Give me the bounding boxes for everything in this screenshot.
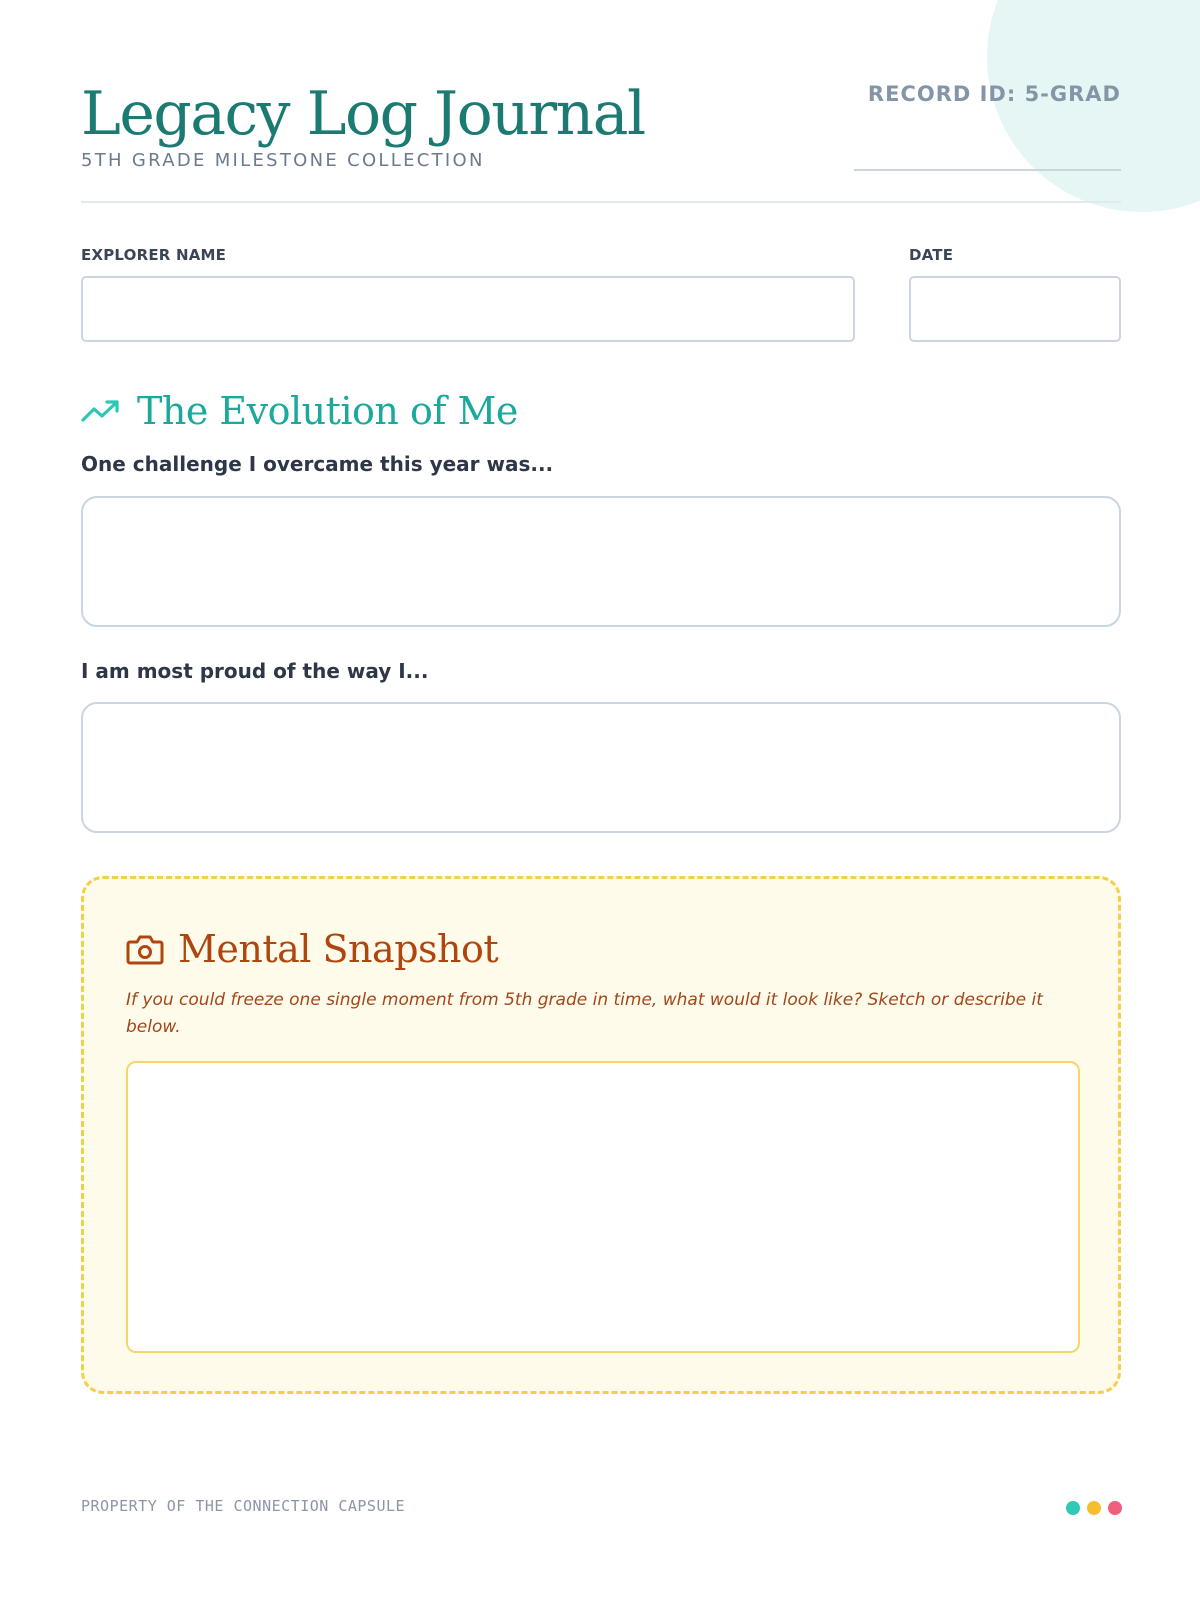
camera-icon <box>126 932 164 966</box>
record-id: RECORD ID: 5-GRAD <box>867 82 1121 106</box>
page-title: Legacy Log Journal <box>81 79 645 149</box>
explorer-name-label: EXPLORER NAME <box>81 246 227 264</box>
record-id-underline <box>854 169 1121 171</box>
explorer-name-field[interactable] <box>81 276 855 342</box>
date-label: DATE <box>909 246 954 264</box>
page-header <box>81 78 1121 203</box>
footer-dot-yellow <box>1087 1501 1101 1515</box>
footer-dots <box>1066 1501 1122 1515</box>
snapshot-description: If you could freeze one single moment from 5th grade in time, what would it look like? Sketch or describe it below. <box>126 990 1043 1037</box>
page-subtitle: 5TH GRADE MILESTONE COLLECTION <box>81 150 485 171</box>
trending-up-icon <box>81 396 121 426</box>
proud-answer-field[interactable] <box>81 702 1121 833</box>
snapshot-section-title: Mental Snapshot <box>178 927 499 971</box>
proud-prompt: I am most proud of the way I... <box>81 659 429 683</box>
mental-snapshot-card <box>81 876 1121 1394</box>
date-field[interactable] <box>909 276 1121 342</box>
header-divider <box>81 201 1121 203</box>
evolution-section-title: The Evolution of Me <box>137 389 518 433</box>
footer-dot-pink <box>1108 1501 1122 1515</box>
challenge-prompt: One challenge I overcame this year was... <box>81 452 554 476</box>
snapshot-sketch-area[interactable] <box>126 1061 1080 1353</box>
footer-text: PROPERTY OF THE CONNECTION CAPSULE <box>81 1497 406 1515</box>
snapshot-section-header <box>126 923 498 975</box>
footer-dot-teal <box>1066 1501 1080 1515</box>
evolution-section-header <box>81 385 518 437</box>
challenge-answer-field[interactable] <box>81 496 1121 627</box>
